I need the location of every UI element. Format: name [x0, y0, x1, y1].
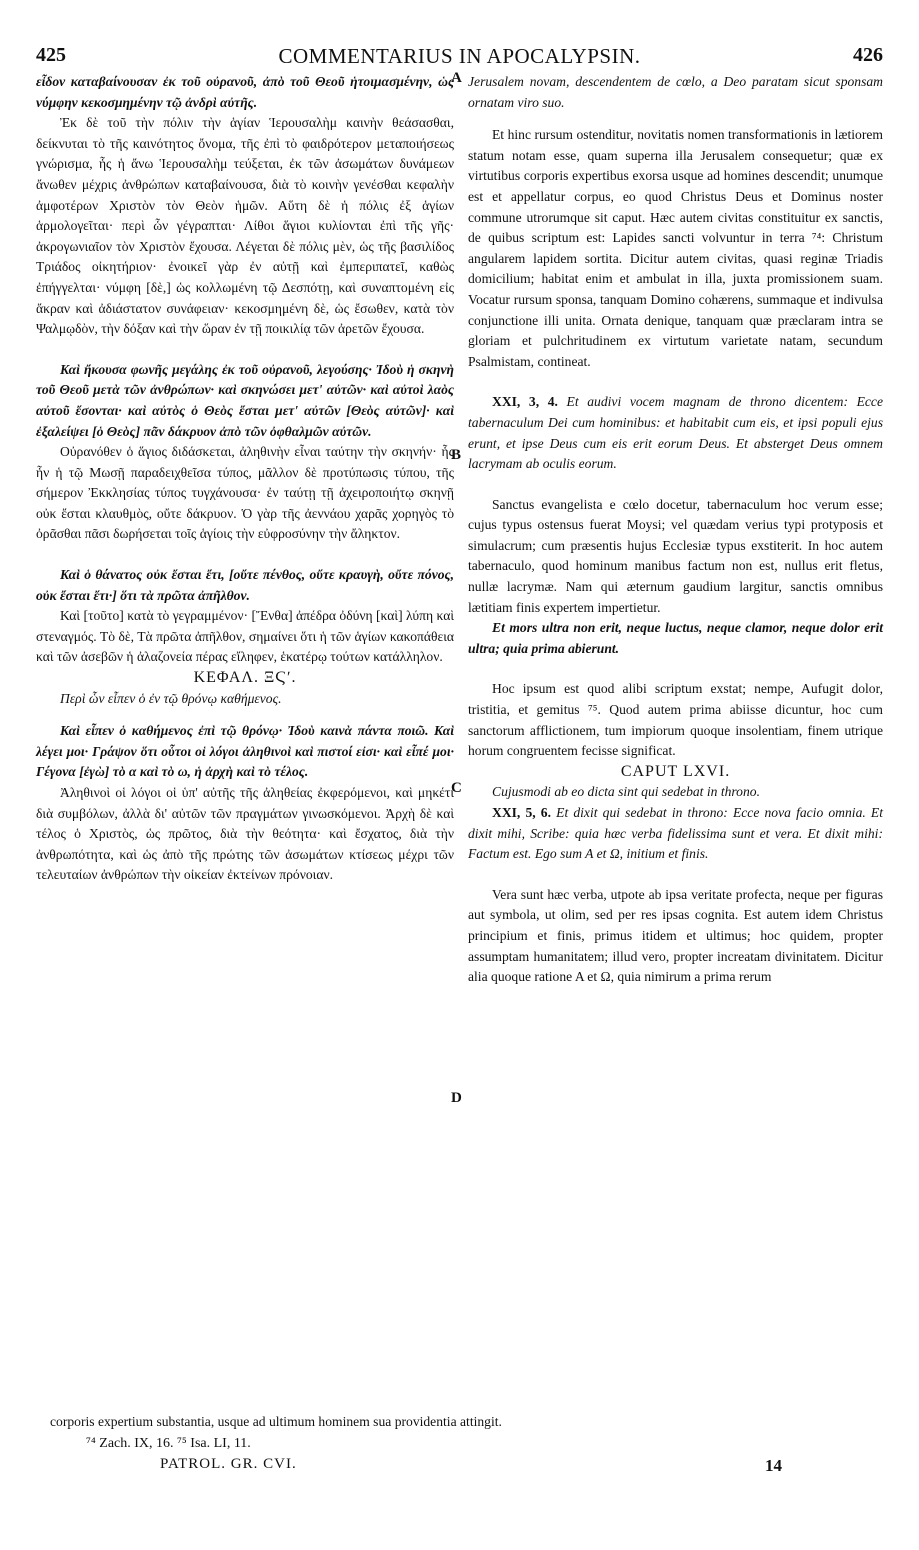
margin-letter-a: A — [451, 70, 462, 86]
latin-commentary-3: Hoc ipsum est quod alibi scriptum exstat; nempe, Aufugit dolor, tristitia, et gemitus ⁷⁵. Quod autem prima abiisse dicuntur, hoc cum sanctorum afflictionem, tum impiorum quoque insolentiam, finem utrique horum congruentem fecisse significat. — [468, 681, 883, 759]
greek-lemma-2: Καὶ ἤκουσα φωνῆς μεγάλης ἐκ τοῦ οὐρανοῦ, λεγούσης· Ἰδοὺ ἡ σκηνὴ τοῦ Θεοῦ μετὰ τῶν ἀνθρώπων· καὶ σκηνώσει μετ' αὐτῶν· καὶ αὐτοὶ λαὸς αὐτοῦ ἔσονται· καὶ αὐτὸς ὁ Θεὸς ἔσται μετ' αὐτῶν [Θεὸς αὐτῶν]· καὶ ἐξαλείψει [ὁ Θεὸς] πᾶν δάκρυον ἀπὸ τῶν ὀφθαλμῶν αὐτῶν. — [36, 361, 454, 439]
greek-column — [36, 72, 454, 886]
running-head — [36, 44, 883, 72]
latin-lemma-3: Et mors ultra non erit, neque luctus, neque clamor, neque dolor erit ultra; quia prima abierunt. — [468, 620, 883, 656]
latin-lemma-1: Jerusalem novam, descendentem de cœlo, a Deo paratam sicut sponsam ornatam viro suo. — [468, 74, 883, 110]
latin-column — [468, 72, 883, 988]
latin-chapter-subtitle: Cujusmodi ab eo dicta sint qui sedebat in throno. — [492, 784, 760, 800]
greek-lemma-1: εἶδον καταβαίνουσαν ἐκ τοῦ οὐρανοῦ, ἀπὸ τοῦ Θεοῦ ἡτοιμασμένην, ὡς νύμφην κεκοσμημένην τῷ ἀνδρὶ αὐτῆς. — [36, 74, 454, 110]
greek-lemma-4: Καὶ εἶπεν ὁ καθήμενος ἐπὶ τῷ θρόνῳ· Ἰδοὺ καινὰ πάντα ποιῶ. Καὶ λέγει μοι· Γράψον ὅτι οὗτοι οἱ λόγοι ἀληθινοὶ καὶ πιστοί εἰσι· καὶ εἶπέ μοι· Γέγονα [ἐγὼ] τὸ α καὶ τὸ ω, ἡ ἀρχὴ καὶ τὸ τέλος. — [36, 723, 454, 780]
page-title: COMMENTARIUS IN APOCALYPSIN. — [278, 44, 641, 68]
continuation-line: corporis expertium substantia, usque ad ultimum hominem sua providentia attingit. — [50, 1414, 502, 1429]
page-number-right: 426 — [853, 44, 883, 66]
latin-commentary-4: Vera sunt hæc verba, utpote ab ipsa veritate profecta, neque per figuras aut symbola, ut olim, sed per res ipsas cognita. Est autem idem Christus principium et finis, primus itidem et ultimus; hoc quidem, propter assumptam humanitatem; illud vero, propter increatam divinitatem. Dicitur alia quoque ratione A et Ω, quia nimirum a prima rerum — [468, 886, 883, 985]
greek-lemma-3: Καὶ ὁ θάνατος οὐκ ἔσται ἔτι, [οὔτε πένθος, οὔτε κραυγὴ, οὔτε πόνος, οὐκ ἔσται ἔτι·] ὅτι τὰ πρῶτα ἀπῆλθον. — [36, 567, 454, 603]
latin-chapter-heading: CAPUT LXVI. — [620, 762, 731, 780]
latin-verse-ref-4: XXI, 5, 6. — [492, 805, 551, 820]
footnotes: ⁷⁴ Zach. IX, 16. ⁷⁵ Isa. LI, 11. — [86, 1436, 251, 1451]
greek-commentary-2: Οὐρανόθεν ὁ ἅγιος διδάσκεται, ἀληθινὴν εἶναι ταύτην τὴν σκηνήν· ἧς ἦν ἡ τῷ Μωσῇ παραδειχθεῖσα τύπος, μᾶλλον δὲ προτύπωσις τύπου, τῆς σήμερον Ἐκκλησίας τύπος τυγχάνουσα· ἐν ταύτῃ τῇ ἀχειροποιήτῳ σκηνῇ οὐκ ἔσται κλαυθμὸς, οὔτε δάκρυον. Ὁ γὰρ τῆς ἀεννάου χαρᾶς χορηγὸς τὸ ὀρᾶσθαι πᾶσι δωρήσεται τοῖς ἁγίοις τὴν εὐφροσύνην τὴν ἄληκτον. — [36, 444, 454, 542]
margin-letter-b: B — [451, 447, 462, 463]
gathering-signature: 14 — [765, 1456, 782, 1475]
latin-verse-ref-2: XXI, 3, 4. — [492, 394, 558, 410]
margin-letter-d: D — [451, 1090, 462, 1106]
greek-commentary-3: Καὶ [τοῦτο] κατὰ τὸ γεγραμμένον· [Ἔνθα] ἀπέδρα ὀδύνη [καὶ] λύπη καὶ στεναγμός. Τὸ δὲ, Τὰ πρῶτα ἀπῆλθον, σημαίνει ὅτι ἡ τῶν ἁγίων κακοπάθεια καὶ τῶν ἀσεβῶν ἡ ἀλαζονεία πέρας εἴληφεν, ἑκατέρῳ τούτων κατάλληλον. — [36, 608, 454, 665]
latin-commentary-1: Et hinc rursum ostenditur, novitatis nomen transformationis in lætiorem statum notam esse, quam superna illa Jerusalem consequetur; quæ ex virtutibus corporis expertibus exorsa usque ad homines descendit; unumque est et appellatur corpus, eo quod Christus Deus et Dominus noster commune utrorumque sit caput. Hæc autem civitas constituitur ex sanctis, de quibus scriptum est: Lapides sancti volvuntur in terra ⁷⁴: Christum angularem lapidem sortita. Dicitur autem civitas, quasi reginæ Triadis domicilium; habitat enim et ambulat in illa, juxta promissionem suam. Vocatur rursum sponsa, tanquam Domino cohærens, summaque et indivulsa conjunctione illi unita. Ornata denique, tanquam quæ præclaram intra se gloriam et pulchritudinem ex virtutum varietate natam, secundum Psalmistam, contineat. — [468, 127, 883, 369]
page-number-left: 425 — [36, 44, 66, 66]
margin-letter-c: C — [451, 780, 462, 796]
patrologia-signature: PATROL. GR. CVI. — [160, 1456, 297, 1472]
full-width-continuation — [50, 1412, 890, 1432]
latin-commentary-2: Sanctus evangelista e cœlo docetur, tabernaculum hoc verum esse; cujus typus ostensus fuerat Moysi; vel quædam verius typi protyposis et simulacrum; cum præsentis hujus Ecclesiæ typus exstiterit. In hoc autem tabernaculo, quod hominum manibus factum non est, nullus erit fletus, nullæ lacrymæ. Nam qui æternum gaudium largitur, sanctis omnibus lætitiam finis expertem impertietur. — [468, 496, 883, 615]
greek-commentary-1: Ἐκ δὲ τοῦ τὴν πόλιν τὴν ἁγίαν Ἱερουσαλὴμ καινὴν θεάσασθαι, δείκνυται τὸ τῆς καινότητος ὄνομα, τῆς ἐπὶ τὸ φαιδρότερον μεταποιήσεως γνώρισμα, ἧς ἡ ἄνω Ἱερουσαλὴμ τεύξεται, ἐκ τῶν ἀσωμάτων δυνάμεων ἄνωθεν μέχρις ἀνθρώπων καταβαίνουσα, διὰ τὸ κοινὴν γενέσθαι κεφαλὴν ἀμφοτέρων Χριστὸν τὸν Θεὸν ἡμῶν. Αὕτη δὲ ἡ πόλις ἐξ ἁγίων ἁρμολογεῖται· περὶ ὧν γέγραπται· Λίθοι ἅγιοι κυλίονται ἐπὶ τῆς γῆς· ἀκρογωνιαῖον τὸν Χριστὸν ἔχουσα. Λέγεται δὲ πόλις μὲν, ὡς τῆς βασιλίδος Τριάδος οἰκητήριον· ἐνοικεῖ γὰρ ἐν αὐτῇ καὶ ἐμπεριπατεῖ, καθὼς ἐπήγγελται· νύμφη [δὲ,] ὡς κολλωμένη τῷ Δεσπότῃ, καὶ συναπτομένη εἰς ἄκραν καὶ ἀδιάστατον συνάφειαν· κεκοσμημένη δὲ, ὡς ἔσωθεν, κατὰ τὸν Ψαλμῳδὸν, τὴν δόξαν καὶ τὴν ὥραν ἐν τῇ ποικιλίᾳ τῶν ἀρετῶν ἔχουσα. — [36, 115, 454, 337]
greek-chapter-subtitle: Περὶ ὧν εἶπεν ὁ ἐν τῷ θρόνῳ καθήμενος. — [60, 690, 282, 706]
greek-commentary-4: Ἀληθινοὶ οἱ λόγοι οἱ ὑπ' αὐτῆς τῆς ἀληθείας ἐκφερόμενοι, καὶ μηκέτι διὰ συμβόλων, ἀλλὰ δι' αὐτῶν τῶν πραγμάτων γινωσκόμενοι. Ἀρχὴ δὲ καὶ τέλος ὁ Χριστὸς, ὡς πρῶτος, διὰ τὴν θεότητα· καὶ ἔσχατος, διὰ τὴν ἀνθρωπότητα, καὶ ὡς ἀπὸ τῆς πρώτης τῶν ἀσωμάτων κτίσεως μέχρι τῶν τελευταίων ἀνθρώπων τὴν οἰκείαν ἐκτείνων πρόνοιαν. — [36, 785, 454, 883]
latin-lemma-4: Et dixit qui sedebat in throno: Ecce nova facio omnia. Et dixit mihi, Scribe: quia hæc verba fidelissima sunt et vera. Et dixit mihi: Factum est. Ego sum A et Ω, initium et finis. — [468, 805, 883, 862]
latin-lemma-2: Et audivi vocem magnam de throno dicentem: Ecce tabernaculum Dei cum hominibus: et habitabit cum eis, et ipsi populi ejus erunt, et ipse Deus cum eis erit eorum Deus. Et absterget Deus omnem lacrymam ab oculis eorum. — [468, 394, 883, 472]
greek-chapter-heading: ΚΕΦΑΛ. ΞϚʹ. — [193, 669, 297, 687]
